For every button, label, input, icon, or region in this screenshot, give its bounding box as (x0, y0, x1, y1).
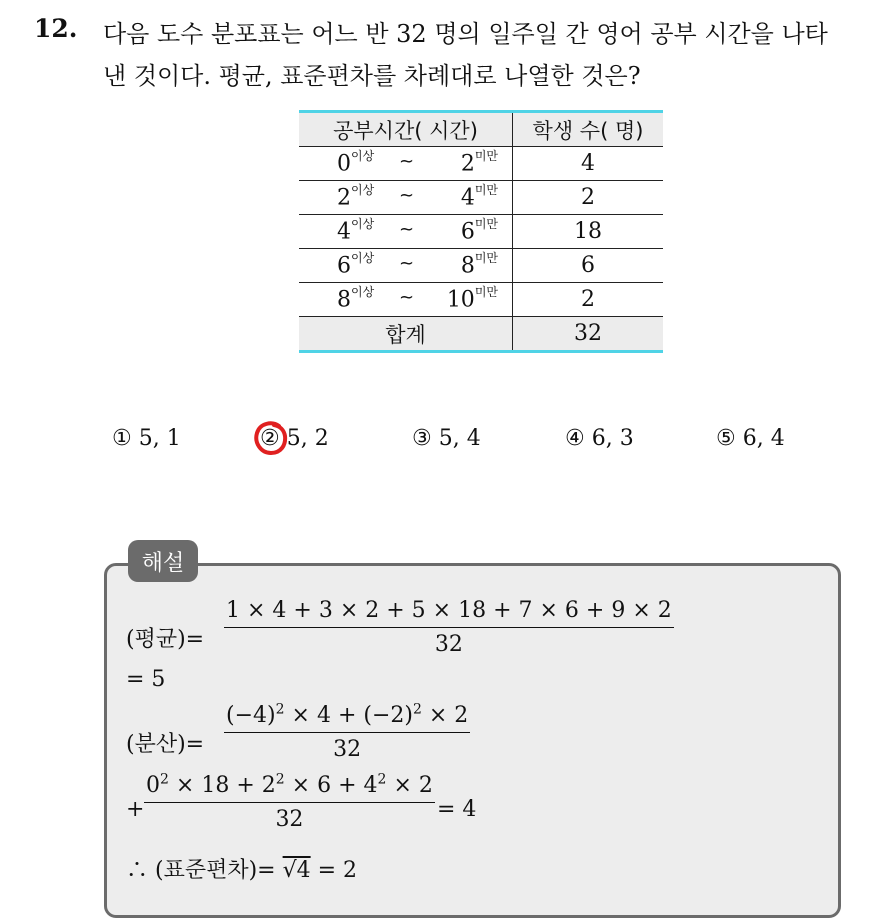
question-number: 12. (34, 14, 78, 43)
table-row (299, 147, 663, 181)
table-total-row (299, 317, 663, 352)
exponent: 2 (377, 771, 387, 788)
count-cell: 6 (513, 249, 664, 283)
sup-lo: 이상 (351, 183, 375, 197)
sup-lo: 이상 (351, 251, 375, 265)
sup-lo: 이상 (351, 217, 375, 231)
interval-lower: 2 (337, 185, 351, 211)
sup-hi: 미만 (474, 149, 498, 163)
interval-upper: 8 (460, 253, 475, 279)
table-header-row (299, 112, 663, 147)
question-text-line-1: 다음 도수 분포표는 어느 반 32 명의 일주일 간 영어 공부 시간을 나타 (103, 20, 828, 48)
tilde: ~ (399, 219, 415, 240)
sup-lo: 이상 (351, 285, 375, 299)
choice-4-number: ④ (565, 426, 585, 451)
mean-numerator: 1 × 4 + 3 × 2 + 5 × 18 + 7 × 6 + 9 × 2 (224, 598, 674, 628)
variance-fraction (224, 703, 470, 762)
mean-denominator: 32 (434, 632, 463, 657)
sup-hi: 미만 (474, 285, 498, 299)
table-row (299, 215, 663, 249)
interval-lower: 6 (337, 253, 351, 279)
interval-cell (299, 249, 512, 282)
sd-sqrt: √4 (282, 858, 311, 883)
exponent: 2 (275, 771, 285, 788)
interval-lower: 8 (337, 287, 351, 313)
interval-cell (299, 215, 512, 248)
choice-5-text: 6, 4 (742, 426, 785, 451)
choice-1[interactable] (112, 426, 181, 451)
interval-upper: 4 (460, 185, 475, 211)
variance-plus: + (126, 797, 145, 822)
variance-label: (분산)= (126, 732, 205, 757)
choice-3[interactable] (412, 426, 481, 451)
var-num-c: × 2 (421, 703, 469, 728)
count-cell: 4 (513, 147, 664, 181)
total-value: 32 (513, 317, 664, 352)
sup-hi: 미만 (474, 217, 498, 231)
interval-cell (299, 147, 512, 180)
var2-num-a: 0 (146, 773, 160, 798)
choice-2-text: 5, 2 (286, 426, 329, 451)
count-cell: 2 (513, 181, 664, 215)
choice-4-text: 6, 3 (591, 426, 634, 451)
var2-num-b: × 18 + 2 (168, 773, 276, 798)
total-label: 합계 (299, 317, 513, 352)
interval-cell (299, 283, 512, 316)
tilde: ~ (399, 185, 415, 206)
choice-1-text: 5, 1 (138, 426, 181, 451)
count-cell: 2 (513, 283, 664, 317)
exponent: 2 (275, 701, 285, 718)
choice-3-number: ③ (412, 426, 432, 451)
variance-fraction-2 (144, 773, 435, 832)
variance-denominator: 32 (333, 737, 362, 762)
frequency-table (299, 110, 663, 353)
interval-cell (299, 181, 512, 214)
choice-1-number: ① (112, 426, 132, 451)
choice-5[interactable] (716, 426, 785, 451)
table-row (299, 181, 663, 215)
header-study-time: 공부시간( 시간) (299, 112, 513, 147)
sup-hi: 미만 (474, 251, 498, 265)
interval-lower: 4 (337, 219, 351, 245)
variance-denominator-2: 32 (275, 807, 304, 832)
interval-upper: 6 (460, 219, 475, 245)
count-cell: 18 (513, 215, 664, 249)
sd-label: ∴ (표준편차)= (126, 858, 276, 883)
table-row (299, 283, 663, 317)
interval-upper: 10 (446, 287, 475, 313)
variance-result: = 4 (437, 797, 477, 822)
var2-num-d: × 2 (386, 773, 433, 798)
var-num-b: × 4 + (−2) (284, 703, 413, 728)
mean-result: = 5 (126, 667, 166, 692)
mean-label: (평균)= (126, 627, 205, 652)
interval-lower: 0 (337, 151, 351, 177)
exponent: 2 (160, 771, 169, 788)
sup-hi: 미만 (474, 183, 498, 197)
header-student-count: 학생 수( 명) (513, 112, 664, 147)
choice-4[interactable] (565, 426, 634, 451)
var-num-a: (−4) (226, 703, 276, 728)
solution-tab: 해설 (128, 540, 198, 582)
choice-2-number: ② (260, 426, 280, 451)
sd-line (126, 853, 357, 884)
question-text-line-2: 낸 것이다. 평균, 표준편차를 차례대로 나열한 것은? (103, 62, 641, 90)
tilde: ~ (399, 287, 415, 308)
exponent: 2 (412, 701, 422, 718)
sd-result: = 2 (310, 858, 358, 883)
table-row (299, 249, 663, 283)
var2-num-c: × 6 + 4 (284, 773, 378, 798)
choice-5-number: ⑤ (716, 426, 736, 451)
tilde: ~ (399, 253, 415, 274)
sup-lo: 이상 (351, 149, 375, 163)
choice-3-text: 5, 4 (438, 426, 481, 451)
mean-fraction (224, 598, 674, 657)
tilde: ~ (399, 151, 415, 172)
answer-circle-mark (252, 420, 290, 458)
interval-upper: 2 (460, 151, 475, 177)
